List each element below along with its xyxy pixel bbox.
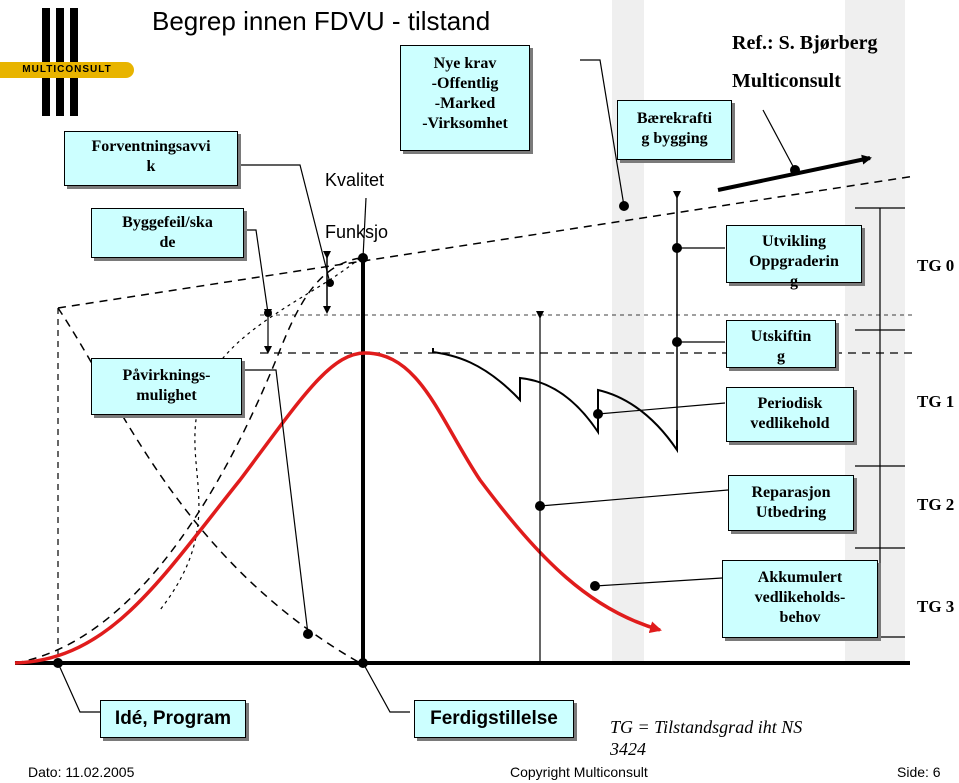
marker-dot xyxy=(593,409,603,419)
marker-dot xyxy=(619,201,629,211)
marker-dot xyxy=(358,253,368,263)
page-title: Begrep innen FDVU - tilstand xyxy=(152,6,491,36)
marker-dot xyxy=(358,658,368,668)
footer-date: Dato: 11.02.2005 xyxy=(28,764,135,780)
leader-line xyxy=(58,663,100,712)
leader-line xyxy=(763,110,795,170)
box-ferdigstillelse: Ferdigstillelse xyxy=(414,700,574,738)
box-forventningsavvik: Forventningsavvi k xyxy=(64,131,238,186)
kvalitet-label: Kvalitet xyxy=(325,170,385,190)
quality-dashed-curve xyxy=(15,258,360,663)
box-utskifting: Utskiftin g xyxy=(726,320,836,368)
leader-line xyxy=(238,165,330,283)
tg-label: TG 0 xyxy=(917,256,955,275)
box-akkumulert: Akkumulert vedlikeholds- behov xyxy=(722,560,878,638)
marker-dot xyxy=(672,243,682,253)
funksjon-label: Funksjo xyxy=(325,222,389,242)
tg-note: TG = Tilstandsgrad iht NS 3424 xyxy=(610,717,803,759)
org-label: Multiconsult xyxy=(732,70,841,92)
logo-text: MULTICONSULT xyxy=(22,64,112,75)
tg-label: TG 2 xyxy=(917,495,955,514)
marker-dot xyxy=(535,501,545,511)
marker-dot xyxy=(590,581,600,591)
footer-page: Side: 6 xyxy=(897,764,941,780)
box-periodisk-vedlikehold: Periodisk vedlikehold xyxy=(726,387,854,442)
box-pavirkningsmulighet: Påvirknings- mulighet xyxy=(91,358,242,415)
leader-line xyxy=(242,370,308,634)
leader-line xyxy=(540,490,728,506)
tg-label: TG 3 xyxy=(917,597,955,616)
leader-line xyxy=(598,403,725,414)
tg-label: TG 1 xyxy=(917,392,955,411)
footer-copyright: Copyright Multiconsult xyxy=(510,764,648,780)
ref-label: Ref.: S. Bjørberg xyxy=(732,32,878,54)
marker-dot xyxy=(672,337,682,347)
marker-dot xyxy=(303,629,313,639)
box-ide-program: Idé, Program xyxy=(100,700,246,738)
maintenance-sawtooth xyxy=(433,348,677,450)
box-nye-krav: Nye krav -Offentlig -Marked -Virksomhet xyxy=(400,45,530,151)
function-dashed-curve xyxy=(160,258,360,610)
box-baerekraftig-bygging: Bærekrafti g bygging xyxy=(617,100,732,160)
leader-line xyxy=(363,663,410,712)
marker-dot xyxy=(790,165,800,175)
marker-dot xyxy=(326,279,334,287)
marker-dot xyxy=(264,309,272,317)
box-byggefeil: Byggefeil/ska de xyxy=(91,208,244,258)
leader-line xyxy=(244,230,268,313)
box-utvikling: Utvikling Oppgraderin g xyxy=(726,225,862,283)
leader-line xyxy=(595,578,722,586)
box-reparasjon: Reparasjon Utbedring xyxy=(728,475,854,531)
marker-dot xyxy=(53,658,63,668)
